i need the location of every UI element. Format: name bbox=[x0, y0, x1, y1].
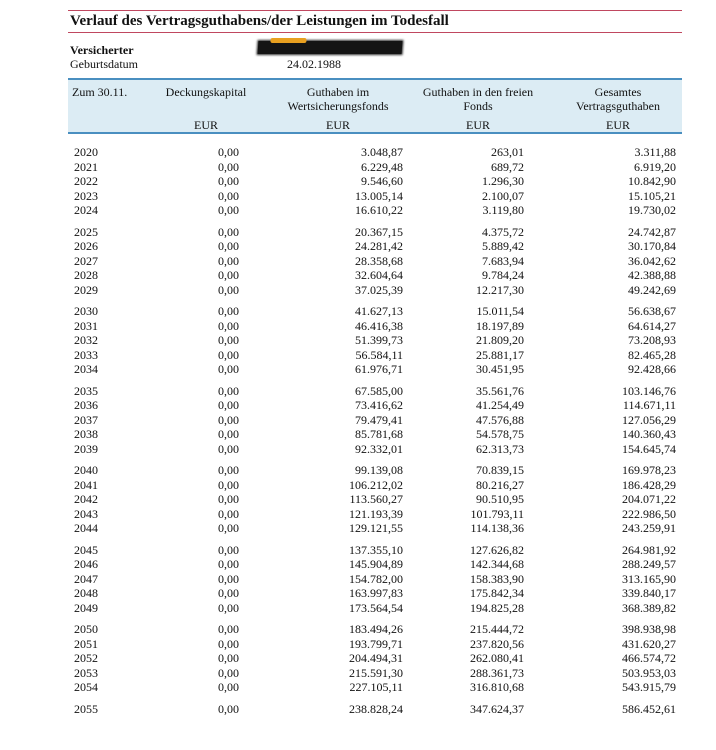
cell-total-balance: 222.986,50 bbox=[622, 506, 676, 521]
row-group bbox=[68, 543, 682, 616]
cell-guarantee-fund: 183.494,26 bbox=[349, 622, 403, 636]
cell-free-funds: 237.820,56 bbox=[470, 636, 524, 651]
unit-guarantee-fund: EUR bbox=[326, 118, 350, 132]
table-row bbox=[68, 666, 682, 681]
cell-total-balance: 398.938,98 bbox=[622, 622, 676, 636]
cell-coverage-capital: 0,00 bbox=[218, 203, 239, 217]
cell-guarantee-fund: 24.281,42 bbox=[355, 239, 403, 253]
top-rule bbox=[68, 10, 682, 11]
cell-free-funds: 3.119,80 bbox=[482, 203, 524, 217]
cell-year: 2038 bbox=[74, 427, 98, 441]
header-total-balance: Gesamtes Vertragsguthaben bbox=[576, 85, 660, 113]
cell-guarantee-fund: 113.560,27 bbox=[349, 492, 403, 506]
table-row bbox=[68, 622, 682, 637]
cell-coverage-capital: 0,00 bbox=[218, 506, 239, 521]
cell-free-funds: 62.313,73 bbox=[476, 441, 524, 456]
cell-coverage-capital: 0,00 bbox=[218, 600, 239, 615]
cell-guarantee-fund: 20.367,15 bbox=[355, 224, 403, 239]
table-row bbox=[68, 384, 682, 399]
cell-year: 2029 bbox=[74, 282, 98, 297]
unit-free-funds: EUR bbox=[466, 118, 490, 132]
cell-coverage-capital: 0,00 bbox=[218, 477, 239, 492]
insured-label: Versicherter bbox=[70, 43, 134, 57]
table-row bbox=[68, 601, 682, 616]
cell-free-funds: 4.375,72 bbox=[482, 224, 524, 239]
table-row bbox=[68, 507, 682, 522]
cell-free-funds: 288.361,73 bbox=[470, 665, 524, 680]
cell-guarantee-fund: 73.416,62 bbox=[355, 398, 403, 412]
table-row bbox=[68, 572, 682, 587]
cell-total-balance: 288.249,57 bbox=[622, 557, 676, 571]
cell-guarantee-fund: 56.584,11 bbox=[355, 347, 403, 362]
cell-free-funds: 142.344,68 bbox=[470, 557, 524, 571]
cell-free-funds: 194.825,28 bbox=[470, 600, 524, 615]
cell-guarantee-fund: 173.564,54 bbox=[349, 600, 403, 615]
cell-total-balance: 103.146,76 bbox=[622, 383, 676, 398]
cell-free-funds: 689,72 bbox=[491, 159, 524, 174]
table-row bbox=[68, 239, 682, 254]
cell-year: 2021 bbox=[74, 159, 98, 174]
cell-total-balance: 64.614,27 bbox=[628, 318, 676, 333]
cell-year: 2042 bbox=[74, 492, 98, 506]
cell-total-balance: 169.978,23 bbox=[622, 463, 676, 477]
cell-free-funds: 25.881,17 bbox=[476, 347, 524, 362]
cell-guarantee-fund: 145.904,89 bbox=[349, 557, 403, 571]
table-row bbox=[68, 362, 682, 377]
cell-free-funds: 47.576,88 bbox=[476, 412, 524, 427]
table-row bbox=[68, 463, 682, 478]
cell-total-balance: 82.465,28 bbox=[628, 347, 676, 362]
cell-free-funds: 1.296,30 bbox=[482, 174, 524, 188]
cell-year: 2045 bbox=[74, 542, 98, 557]
cell-coverage-capital: 0,00 bbox=[218, 701, 239, 716]
cell-year: 2046 bbox=[74, 557, 98, 571]
cell-coverage-capital: 0,00 bbox=[218, 282, 239, 297]
cell-total-balance: 92.428,66 bbox=[628, 362, 676, 376]
cell-coverage-capital: 0,00 bbox=[218, 239, 239, 253]
cell-coverage-capital: 0,00 bbox=[218, 441, 239, 456]
cell-total-balance: 140.360,43 bbox=[622, 427, 676, 441]
cell-guarantee-fund: 37.025,39 bbox=[355, 282, 403, 297]
cell-total-balance: 15.105,21 bbox=[628, 188, 676, 203]
dob-value: 24.02.1988 bbox=[287, 57, 341, 71]
header-coverage-capital: Deckungskapital bbox=[165, 85, 247, 99]
cell-total-balance: 73.208,93 bbox=[628, 333, 676, 347]
cell-year: 2030 bbox=[74, 304, 98, 318]
cell-free-funds: 21.809,20 bbox=[476, 333, 524, 347]
cell-coverage-capital: 0,00 bbox=[218, 521, 239, 535]
cell-total-balance: 24.742,87 bbox=[628, 224, 676, 239]
cell-total-balance: 30.170,84 bbox=[628, 239, 676, 253]
cell-total-balance: 3.311,88 bbox=[634, 145, 676, 159]
cell-year: 2033 bbox=[74, 347, 98, 362]
cell-guarantee-fund: 28.358,68 bbox=[355, 253, 403, 268]
cell-coverage-capital: 0,00 bbox=[218, 586, 239, 600]
cell-guarantee-fund: 163.997,83 bbox=[349, 586, 403, 600]
cell-guarantee-fund: 67.585,00 bbox=[355, 383, 403, 398]
table-row bbox=[68, 174, 682, 189]
cell-total-balance: 114.671,11 bbox=[622, 398, 676, 412]
cell-coverage-capital: 0,00 bbox=[218, 224, 239, 239]
table-header bbox=[68, 78, 682, 134]
table-row bbox=[68, 160, 682, 175]
cell-guarantee-fund: 204.494,31 bbox=[349, 651, 403, 665]
table-row bbox=[68, 333, 682, 348]
cell-total-balance: 6.919,20 bbox=[634, 159, 676, 174]
cell-free-funds: 101.793,11 bbox=[470, 506, 524, 521]
cell-year: 2039 bbox=[74, 441, 98, 456]
header-date: Zum 30.11. bbox=[72, 85, 128, 99]
cell-total-balance: 313.165,90 bbox=[622, 571, 676, 586]
cell-year: 2027 bbox=[74, 253, 98, 268]
cell-total-balance: 36.042,62 bbox=[628, 253, 676, 268]
cell-total-balance: 243.259,91 bbox=[622, 521, 676, 535]
table-row bbox=[68, 304, 682, 319]
cell-free-funds: 80.216,27 bbox=[476, 477, 524, 492]
cell-free-funds: 9.784,24 bbox=[482, 268, 524, 282]
cell-coverage-capital: 0,00 bbox=[218, 347, 239, 362]
cell-guarantee-fund: 6.229,48 bbox=[361, 159, 403, 174]
cell-coverage-capital: 0,00 bbox=[218, 680, 239, 694]
cell-coverage-capital: 0,00 bbox=[218, 636, 239, 651]
cell-coverage-capital: 0,00 bbox=[218, 398, 239, 412]
cell-total-balance: 49.242,69 bbox=[628, 282, 676, 297]
page-title: Verlauf des Vertragsguthabens/der Leistungen im Todesfall bbox=[70, 13, 449, 29]
cell-year: 2049 bbox=[74, 600, 98, 615]
table-row bbox=[68, 557, 682, 572]
cell-year: 2036 bbox=[74, 398, 98, 412]
unit-coverage-capital: EUR bbox=[194, 118, 218, 132]
table-row bbox=[68, 702, 682, 717]
row-group bbox=[68, 702, 682, 717]
cell-total-balance: 431.620,27 bbox=[622, 636, 676, 651]
cell-year: 2053 bbox=[74, 665, 98, 680]
cell-year: 2024 bbox=[74, 203, 98, 217]
cell-guarantee-fund: 61.976,71 bbox=[355, 362, 403, 376]
cell-free-funds: 15.011,54 bbox=[476, 304, 524, 318]
cell-guarantee-fund: 193.799,71 bbox=[349, 636, 403, 651]
cell-year: 2048 bbox=[74, 586, 98, 600]
cell-free-funds: 316.810,68 bbox=[470, 680, 524, 694]
cell-guarantee-fund: 46.416,38 bbox=[355, 318, 403, 333]
cell-coverage-capital: 0,00 bbox=[218, 145, 239, 159]
cell-total-balance: 339.840,17 bbox=[622, 586, 676, 600]
cell-year: 2043 bbox=[74, 506, 98, 521]
cell-year: 2020 bbox=[74, 145, 98, 159]
cell-year: 2055 bbox=[74, 701, 98, 716]
table-row bbox=[68, 637, 682, 652]
table-row bbox=[68, 427, 682, 442]
cell-coverage-capital: 0,00 bbox=[218, 492, 239, 506]
cell-total-balance: 466.574,72 bbox=[622, 651, 676, 665]
cell-year: 2026 bbox=[74, 239, 98, 253]
table-row bbox=[68, 442, 682, 457]
cell-free-funds: 262.080,41 bbox=[470, 651, 524, 665]
cell-year: 2022 bbox=[74, 174, 98, 188]
cell-free-funds: 263,01 bbox=[491, 145, 524, 159]
cell-guarantee-fund: 13.005,14 bbox=[355, 188, 403, 203]
cell-coverage-capital: 0,00 bbox=[218, 412, 239, 427]
cell-free-funds: 41.254,49 bbox=[476, 398, 524, 412]
cell-year: 2040 bbox=[74, 463, 98, 477]
cell-total-balance: 10.842,90 bbox=[628, 174, 676, 188]
header-free-funds: Guthaben in den freien Fonds bbox=[422, 85, 534, 113]
cell-guarantee-fund: 9.546,60 bbox=[361, 174, 403, 188]
cell-year: 2023 bbox=[74, 188, 98, 203]
cell-free-funds: 90.510,95 bbox=[476, 492, 524, 506]
cell-free-funds: 12.217,30 bbox=[476, 282, 524, 297]
row-group bbox=[68, 145, 682, 218]
cell-guarantee-fund: 32.604,64 bbox=[355, 268, 403, 282]
table-row bbox=[68, 478, 682, 493]
cell-guarantee-fund: 129.121,55 bbox=[349, 521, 403, 535]
table-row bbox=[68, 283, 682, 298]
cell-coverage-capital: 0,00 bbox=[218, 427, 239, 441]
cell-coverage-capital: 0,00 bbox=[218, 362, 239, 376]
row-group bbox=[68, 225, 682, 298]
cell-year: 2025 bbox=[74, 224, 98, 239]
cell-free-funds: 35.561,76 bbox=[476, 383, 524, 398]
cell-year: 2028 bbox=[74, 268, 98, 282]
cell-guarantee-fund: 92.332,01 bbox=[355, 441, 403, 456]
cell-total-balance: 264.981,92 bbox=[622, 542, 676, 557]
table-row bbox=[68, 680, 682, 695]
cell-total-balance: 19.730,02 bbox=[628, 203, 676, 217]
cell-free-funds: 158.383,90 bbox=[470, 571, 524, 586]
cell-coverage-capital: 0,00 bbox=[218, 253, 239, 268]
cell-coverage-capital: 0,00 bbox=[218, 268, 239, 282]
cell-guarantee-fund: 215.591,30 bbox=[349, 665, 403, 680]
cell-coverage-capital: 0,00 bbox=[218, 463, 239, 477]
cell-total-balance: 186.428,29 bbox=[622, 477, 676, 492]
cell-coverage-capital: 0,00 bbox=[218, 333, 239, 347]
cell-year: 2051 bbox=[74, 636, 98, 651]
table-row bbox=[68, 543, 682, 558]
redacted-name bbox=[258, 41, 403, 54]
cell-guarantee-fund: 227.105,11 bbox=[349, 680, 403, 694]
cell-coverage-capital: 0,00 bbox=[218, 174, 239, 188]
cell-year: 2035 bbox=[74, 383, 98, 398]
cell-total-balance: 543.915,79 bbox=[622, 680, 676, 694]
cell-year: 2047 bbox=[74, 571, 98, 586]
cell-free-funds: 54.578,75 bbox=[476, 427, 524, 441]
cell-coverage-capital: 0,00 bbox=[218, 665, 239, 680]
cell-guarantee-fund: 41.627,13 bbox=[355, 304, 403, 318]
table-row bbox=[68, 492, 682, 507]
table-row bbox=[68, 225, 682, 240]
table-row bbox=[68, 189, 682, 204]
cell-guarantee-fund: 137.355,10 bbox=[349, 542, 403, 557]
cell-year: 2052 bbox=[74, 651, 98, 665]
cell-guarantee-fund: 121.193,39 bbox=[349, 506, 403, 521]
cell-year: 2034 bbox=[74, 362, 98, 376]
cell-guarantee-fund: 238.828,24 bbox=[349, 701, 403, 716]
cell-coverage-capital: 0,00 bbox=[218, 383, 239, 398]
cell-guarantee-fund: 16.610,22 bbox=[355, 203, 403, 217]
row-group bbox=[68, 622, 682, 695]
header-guarantee-fund: Guthaben im Wertsicherungsfonds bbox=[287, 85, 389, 113]
cell-guarantee-fund: 51.399,73 bbox=[355, 333, 403, 347]
cell-total-balance: 56.638,67 bbox=[628, 304, 676, 318]
cell-total-balance: 368.389,82 bbox=[622, 600, 676, 615]
table-row bbox=[68, 319, 682, 334]
cell-free-funds: 127.626,82 bbox=[470, 542, 524, 557]
cell-coverage-capital: 0,00 bbox=[218, 651, 239, 665]
table-row bbox=[68, 398, 682, 413]
cell-year: 2032 bbox=[74, 333, 98, 347]
table-row bbox=[68, 413, 682, 428]
cell-free-funds: 5.889,42 bbox=[482, 239, 524, 253]
row-group bbox=[68, 463, 682, 536]
cell-coverage-capital: 0,00 bbox=[218, 159, 239, 174]
cell-coverage-capital: 0,00 bbox=[218, 557, 239, 571]
table-row bbox=[68, 586, 682, 601]
cell-total-balance: 503.953,03 bbox=[622, 665, 676, 680]
cell-total-balance: 42.388,88 bbox=[628, 268, 676, 282]
title-rule bbox=[68, 32, 682, 33]
cell-total-balance: 127.056,29 bbox=[622, 412, 676, 427]
table-row bbox=[68, 145, 682, 160]
cell-free-funds: 7.683,94 bbox=[482, 253, 524, 268]
cell-year: 2031 bbox=[74, 318, 98, 333]
table-row bbox=[68, 254, 682, 269]
cell-total-balance: 154.645,74 bbox=[622, 441, 676, 456]
cell-coverage-capital: 0,00 bbox=[218, 622, 239, 636]
cell-coverage-capital: 0,00 bbox=[218, 188, 239, 203]
cell-guarantee-fund: 79.479,41 bbox=[355, 412, 403, 427]
cell-coverage-capital: 0,00 bbox=[218, 542, 239, 557]
cell-year: 2044 bbox=[74, 521, 98, 535]
cell-free-funds: 114.138,36 bbox=[470, 521, 524, 535]
cell-guarantee-fund: 99.139,08 bbox=[355, 463, 403, 477]
cell-coverage-capital: 0,00 bbox=[218, 571, 239, 586]
cell-guarantee-fund: 85.781,68 bbox=[355, 427, 403, 441]
dob-label: Geburtsdatum bbox=[70, 57, 138, 71]
cell-total-balance: 586.452,61 bbox=[622, 701, 676, 716]
cell-year: 2037 bbox=[74, 412, 98, 427]
cell-total-balance: 204.071,22 bbox=[622, 492, 676, 506]
cell-guarantee-fund: 154.782,00 bbox=[349, 571, 403, 586]
table-row bbox=[68, 651, 682, 666]
row-group bbox=[68, 384, 682, 457]
cell-coverage-capital: 0,00 bbox=[218, 318, 239, 333]
cell-year: 2050 bbox=[74, 622, 98, 636]
table-row bbox=[68, 268, 682, 283]
table-row bbox=[68, 348, 682, 363]
cell-free-funds: 18.197,89 bbox=[476, 318, 524, 333]
cell-guarantee-fund: 106.212,02 bbox=[349, 477, 403, 492]
cell-free-funds: 175.842,34 bbox=[470, 586, 524, 600]
row-group bbox=[68, 304, 682, 377]
cell-free-funds: 2.100,07 bbox=[482, 188, 524, 203]
cell-year: 2054 bbox=[74, 680, 98, 694]
unit-total-balance: EUR bbox=[606, 118, 630, 132]
table-body bbox=[68, 145, 682, 723]
table-row bbox=[68, 203, 682, 218]
cell-free-funds: 30.451,95 bbox=[476, 362, 524, 376]
cell-free-funds: 70.839,15 bbox=[476, 463, 524, 477]
cell-free-funds: 215.444,72 bbox=[470, 622, 524, 636]
cell-coverage-capital: 0,00 bbox=[218, 304, 239, 318]
cell-free-funds: 347.624,37 bbox=[470, 701, 524, 716]
cell-guarantee-fund: 3.048,87 bbox=[361, 145, 403, 159]
cell-year: 2041 bbox=[74, 477, 98, 492]
table-row bbox=[68, 521, 682, 536]
